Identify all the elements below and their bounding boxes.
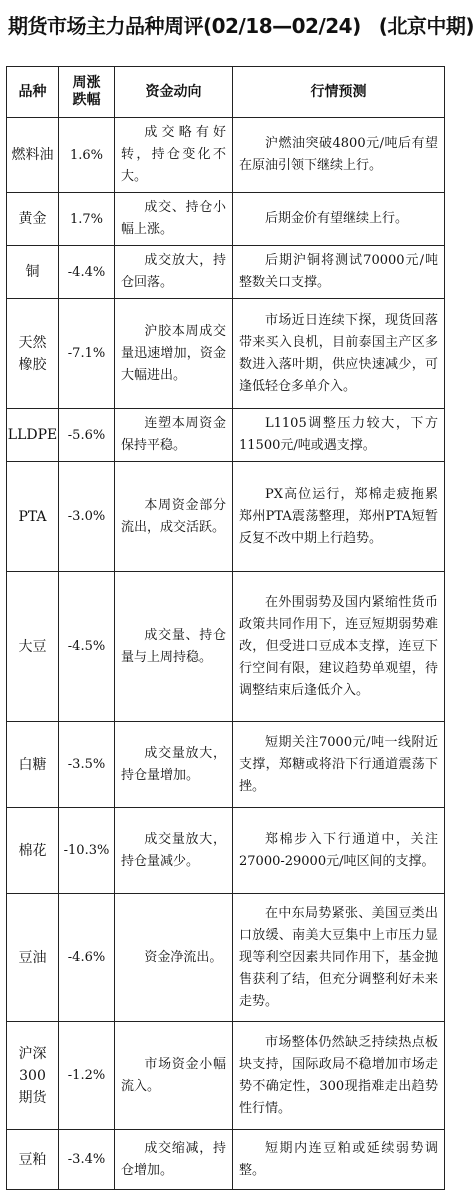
title-edition: (北京中期) [378,14,474,38]
table-row [7,409,445,462]
variety-cell: 棉花 [7,808,59,894]
table-row [7,1022,445,1130]
variety-cell: 沪深 300 期货 [7,1022,59,1130]
variety-cell: 燃料油 [7,118,59,193]
forecast-cell: 在外围弱势及国内紧缩性货币政策共同作用下，连豆短期弱势难改，但受进口豆成本支撑，连豆下行空间有限，建议趋势单观望，待调整结束后逢低介入。 [233,572,445,722]
fund-flow-cell: 成交量放大，持仓量减少。 [115,808,233,894]
weekly-review-table [6,66,445,1190]
change-cell: -3.4% [59,1130,115,1190]
title-period: (02/18—02/24) [203,14,361,38]
fund-flow-cell: 成交量放大，持仓量增加。 [115,722,233,808]
change-cell: -4.4% [59,246,115,299]
fund-flow-cell: 市场资金小幅流入。 [115,1022,233,1130]
change-cell: 1.6% [59,118,115,193]
forecast-cell: 短期内连豆粕或延续弱势调整。 [233,1130,445,1190]
forecast-cell: 后期金价有望继续上行。 [233,193,445,246]
table-row [7,722,445,808]
fund-flow-cell: 沪胶本周成交量迅速增加，资金大幅进出。 [115,299,233,409]
forecast-cell: 在中东局势紧张、美国豆类出口放缓、南美大豆集中上市压力显现等利空因素共同作用下，基金抛售获利了结，但充分调整利好未来走势。 [233,894,445,1022]
table-header-row [7,67,445,118]
change-cell: -7.1% [59,299,115,409]
column-header-forecast: 行情预测 [233,67,445,118]
table-row [7,462,445,572]
table-row [7,572,445,722]
change-cell: -3.5% [59,722,115,808]
column-header-weekly-change: 周涨 跌幅 [59,67,115,118]
change-cell: -10.3% [59,808,115,894]
forecast-cell: 郑棉步入下行通道中，关注27000-29000元/吨区间的支撑。 [233,808,445,894]
variety-cell: 铜 [7,246,59,299]
table-row [7,118,445,193]
forecast-cell: 沪燃油突破4800元/吨后有望在原油引领下继续上行。 [233,118,445,193]
change-cell: -4.6% [59,894,115,1022]
title-text: 期货市场主力品种周评 [8,14,203,38]
column-header-fund-flow: 资金动向 [115,67,233,118]
fund-flow-cell: 成交放大，持仓回落。 [115,246,233,299]
change-cell: -5.6% [59,409,115,462]
change-cell: 1.7% [59,193,115,246]
table-row [7,808,445,894]
variety-cell: 白糖 [7,722,59,808]
fund-flow-cell: 成交略有好转，持仓变化不大。 [115,118,233,193]
fund-flow-cell: 连塑本周资金保持平稳。 [115,409,233,462]
fund-flow-cell: 本周资金部分流出，成交活跃。 [115,462,233,572]
change-cell: -1.2% [59,1022,115,1130]
forecast-cell: 后期沪铜将测试70000元/吨整数关口支撑。 [233,246,445,299]
forecast-cell: 短期关注7000元/吨一线附近支撑，郑糖或将沿下行通道震荡下挫。 [233,722,445,808]
column-header-variety: 品种 [7,67,59,118]
table-row [7,193,445,246]
table-row [7,246,445,299]
fund-flow-cell: 成交量、持仓量与上周持稳。 [115,572,233,722]
variety-cell: 豆粕 [7,1130,59,1190]
variety-cell: 大豆 [7,572,59,722]
fund-flow-cell: 资金净流出。 [115,894,233,1022]
forecast-cell: 市场整体仍然缺乏持续热点板块支持，国际政局不稳增加市场走势不确定性，300现指难走出趋势性行情。 [233,1022,445,1130]
change-cell: -4.5% [59,572,115,722]
page-title [8,6,474,46]
variety-cell: PTA [7,462,59,572]
variety-cell: 天然 橡胶 [7,299,59,409]
table-row [7,299,445,409]
forecast-cell: L1105调整压力较大，下方11500元/吨或遇支撑。 [233,409,445,462]
table-row [7,894,445,1022]
change-cell: -3.0% [59,462,115,572]
variety-cell: LLDPE [7,409,59,462]
forecast-cell: PX高位运行，郑棉走疲拖累郑州PTA震荡整理，郑州PTA短暂反复不改中期上行趋势。 [233,462,445,572]
variety-cell: 豆油 [7,894,59,1022]
fund-flow-cell: 成交、持仓小幅上涨。 [115,193,233,246]
table-row [7,1130,445,1190]
fund-flow-cell: 成交缩减，持仓增加。 [115,1130,233,1190]
variety-cell: 黄金 [7,193,59,246]
forecast-cell: 市场近日连续下探，现货回落带来买入良机，目前泰国主产区多数进入落叶期，供应快速减少，可逢低轻仓多单介入。 [233,299,445,409]
